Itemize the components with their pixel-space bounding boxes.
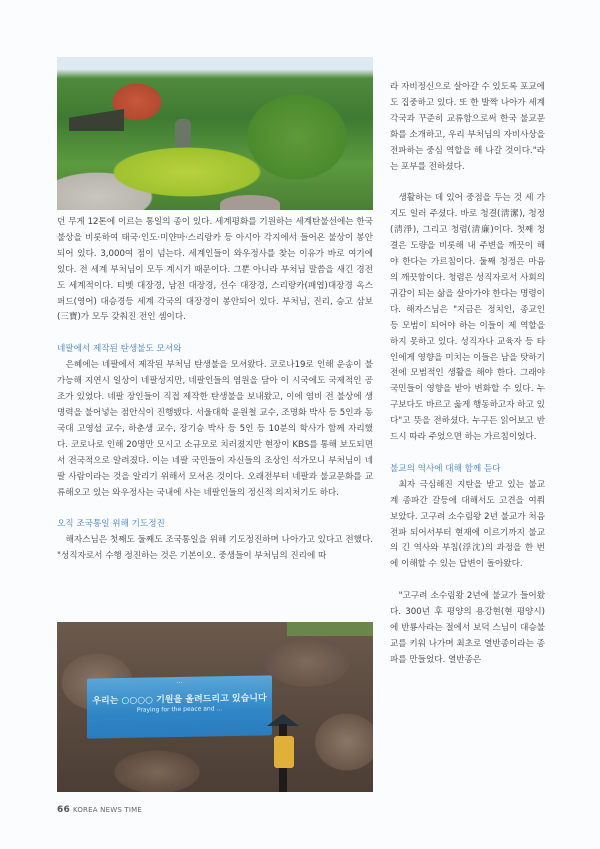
- page-footer: [57, 805, 142, 815]
- article-paragraph: 은혜에는 네팔에서 제작된 부처님 탄생불을 모셔왔다. 코로나19로 인해 운송이 불가능해 지연시 일상이 네팔성지만, 네팔인들의 염원을 담아 이 시국에도 국제적인 공조가 있었다. 네팔 장인들이 직접 제작한 탄생불을 보내왔고, 이에 염비 전 불상에 생명력을 불어넣는 점안식이 진행됐다. 서울대학 윤원철 교수, 조명화 박사 등 5인과 동국대 고영섭 교수, 하춘생 교수, 장기승 박사 등 5인 등 10분의 학사가 함께 자리했다. 코로나로 인해 20명만 모시고 소규모로 치러졌지만 현장이 KBS를 통해 보도되면서 전국적으로 알려졌다. 이는 네팔 국민들이 자신들의 조상인 석가모니 부처님이 네팔 사람이라는 것을 알리기 위해서 모셔온 것이다. 오래전부터 네팔과 불교문화를 교류해오고 있는 와우정사는 국내에 사는 네팔인들의 정신적 의지처기도 하다.: [57, 360, 373, 498]
- prayer-banner: [87, 675, 272, 738]
- article-paragraph: 해자스님은 첫째도 둘째도 조국통일을 위해 기도정진하며 나아가고 있다고 전했다. "성직자로서 수행 정진하는 것은 기본이오. 중생들이 부처님의 진리에 따: [57, 535, 373, 562]
- stone-statue: [175, 119, 191, 147]
- article-paragraph: 라 자비정신으로 살아갈 수 있도록 포교에도 집중하고 있다. 또 한 발짝 나아가 세계 각국과 꾸준히 교류함으로써 한국 불교문화를 소개하고, 우리 부처님의 자비사상을 전파하는 중심 역할을 해 나갈 것이다."라는 포부를 전하셨다.: [390, 82, 545, 172]
- section-subheading: 오직 조국통일 위해 기도정진: [57, 519, 165, 530]
- temple-roof: [69, 109, 124, 131]
- banner-main-text: 우리는 ○○○○ 기원을 올려드리고 있습니다: [92, 693, 267, 707]
- article-paragraph: 던 무게 12톤에 이르는 통일의 종이 있다. 세계평화를 기원하는 세계탄불선에는 한국 불상을 비롯하여 태국·인도·미얀마·스리랑카 등 아시아 각지에서 들어온 불상이 봉안되어 있다. 3,000여 점이 넘는다. 세계인들이 와우정사를 찾는 이유가 바로 여기에 있다. 전 세계 부처님이 모두 계시기 때문이다. 그뿐 아니라 부처님 말씀을 새긴 경전도 세계적이다. 티벳 대장경, 남전 대장경, 선수 대장경, 스리랑카(패엽)대장경 옥스퍼드(영어) 대승경등 세계 각국의 대장경이 봉안되어 있다. 부처님, 진리, 승고 삼보(三寶)가 모두 갖춰진 전인 셈이다.: [57, 217, 373, 323]
- photo-temple-garden: [57, 57, 373, 210]
- section-subheading: 네팔에서 제작된 탄생불도 모셔와: [57, 344, 182, 355]
- right-column: [390, 80, 545, 669]
- rock: [220, 195, 280, 210]
- section-subheading: 불교의 역사에 대해 함께 듣다: [390, 463, 501, 474]
- publication-name: KOREA NEWS TIME: [72, 806, 143, 814]
- article-paragraph: 최자 극심해진 지탄을 받고 있는 불교계 종파간 갈등에 대해서도 고견을 여쭤 보았다. 고구려 소수림왕 2년 불교가 처음 전파 되어서부터 현재에 이르기까지 불교의 긴 역사와 부침(浮沈)의 과정을 한 번에 이해할 수 있는 답변이 돌아왔다.: [390, 479, 545, 570]
- article-paragraph: 생활하는 데 있어 중점을 두는 것 세 가지도 일러 주셨다. 바로 청결(淸潔), 청정(淸淨), 그리고 청렴(淸廉)이다. 첫째 청결은 도량을 비롯해 내 주변을 깨끗이 해야 한다는 가르침이다. 둘째 청정은 마음의 깨끗함이다. 청렴은 성직자로서 사회의 귀감이 되는 삶을 살아가야 한다는 명령이다. 해자스님은 "지금은 정치인, 종교인 등 모범이 되어야 하는 이들이 제 역할을 하지 못하고 있다. 성직자나 교육자 등 타인에게 영향을 미치는 이들은 남을 탓하기 전에 모범적인 생활을 해야 한다. 그래야 국민들이 영향을 받아 변화할 수 있다. 누구보다도 바르고 옳게 행동하고자 하고 있다"고 뜻을 전하셨다. 누구든 읽어보고 반드시 따라 주었으면 하는 가르침이었다.: [390, 193, 545, 443]
- article-paragraph: "고구려 소수림왕 2년에 불교가 들어왔다. 300년 후 평양의 용강현(현 평양시)에 반룡사라는 절에서 보덕 스님이 대승불교를 키워 나가며 최초로 열반종이라는 종파를 만들었다. 열반종은: [390, 591, 545, 665]
- lantern: [274, 736, 294, 768]
- left-column: [57, 215, 373, 565]
- banner-line: Praying for the peace and ...: [136, 705, 223, 714]
- banner-line: ...: [176, 677, 183, 686]
- page-number: 66: [57, 805, 70, 815]
- moss: [287, 622, 373, 636]
- photo-banner-wall: [57, 622, 373, 792]
